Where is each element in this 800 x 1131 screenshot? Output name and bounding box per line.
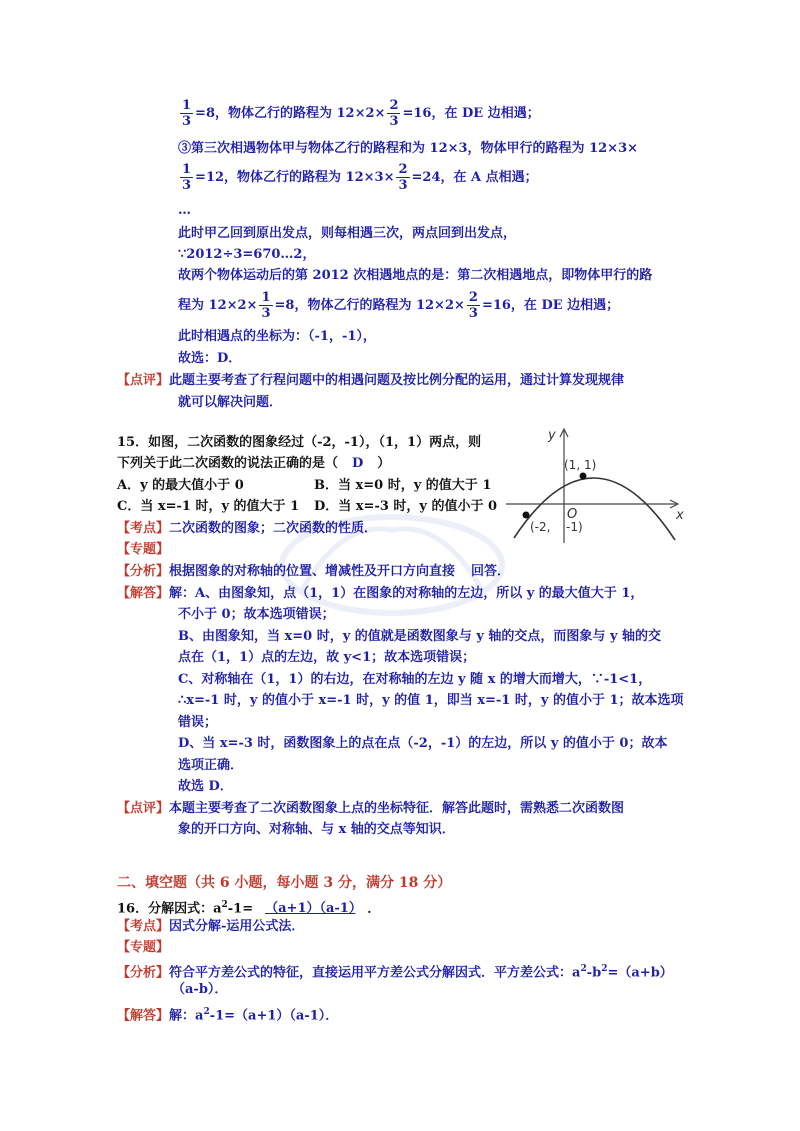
- q15-fenxi: 【分析】根据图象的对称轴的位置、增减性及开口方向直接 回答．: [117, 564, 511, 579]
- prev-review-2: 就可以解决问题．: [178, 395, 283, 410]
- parabola-graph: [500, 425, 690, 547]
- prev-line-9: 此时相遇点的坐标为：（-1，-1），: [178, 329, 376, 344]
- q15-d2: 选项正确．: [178, 758, 244, 773]
- fraction-two-thirds: $\frac{2}{3}$: [468, 290, 478, 321]
- review-tag: 【点评】: [117, 373, 170, 388]
- q15-c1: C、对称轴在（1，1）的右边，在对称轴的左边 y 随 x 的增大而增大，∵-1<1，: [178, 672, 652, 687]
- jieda-tag: 【解答】: [117, 586, 170, 601]
- q15-review: 【点评】本题主要考查了二次函数图象上点的坐标特征．解答此题时，需熟悉二次函数图: [117, 801, 625, 816]
- origin-label: O: [567, 507, 578, 522]
- q16-stem: 16．分解因式：$a^2-1= (a+1)(a-1)$ ．: [117, 900, 381, 917]
- q15-b2: 点在（1，1）点的左边，故 y<1；故本选项错误；: [178, 650, 476, 665]
- review-tag: 【点评】: [117, 801, 170, 816]
- zhuanti-tag: 【专题】: [117, 542, 170, 557]
- q16-zhuanti: [117, 939, 169, 957]
- q15-a2: 不小于 0；故本选项错误；: [178, 607, 335, 622]
- q15-d1: D、当 x=-3 时，函数图象上的点在点（-2，-1）的左边，所以 y 的值小于 0；故本: [178, 736, 668, 751]
- fenxi-tag: 【分析】: [117, 965, 170, 981]
- point-neg2-label-b: -1): [566, 520, 583, 534]
- point-1-1: [580, 473, 587, 480]
- section-title: 二、填空题（共 6 小题，每小题 3 分，满分 18 分）: [117, 875, 452, 891]
- q15-option-d: D．当 x=-3 时，y 的值小于 0: [314, 499, 498, 514]
- fraction-one-third: $\frac{1}{3}$: [182, 162, 192, 193]
- prev-line-10: 故选：D．: [178, 351, 242, 366]
- q15-answer: D: [352, 456, 364, 471]
- fraction-two-thirds: $\frac{2}{3}$: [389, 98, 399, 129]
- q15-jieda: 【解答】解：A、由图象知，点（1，1）在图象的对称轴的左边，所以 y 的最大值大于 1，: [117, 586, 644, 601]
- q15-zhuanti: [117, 541, 169, 559]
- fenxi-tag: 【分析】: [117, 564, 170, 579]
- q16-fenxi: 【分析】符合平方差公式的特征，直接运用平方差公式分解因式．平方差公式：$a^2-b^2=(a+b)$: [117, 964, 673, 981]
- q15-option-b: B．当 x=0 时，y 的值大于 1: [314, 478, 492, 493]
- q16-jieda: 【解答】解：$a^2-1=(a+1)(a-1)$．: [117, 1007, 339, 1024]
- q16-fenxi-2: （a-b）．: [172, 982, 228, 997]
- prev-line-ellipsis: …: [178, 203, 191, 218]
- jieda-tag: 【解答】: [117, 1008, 170, 1024]
- y-axis-label: y: [548, 428, 556, 443]
- prev-line-2: ③第三次相遇物体甲与物体乙行的路程和为 12×3，物体甲行的路程为 12×3×: [178, 141, 639, 156]
- kaodian-tag: 【考点】: [117, 919, 170, 934]
- q15-stem-2: 下列关于此二次函数的说法正确的是（ D ）: [117, 456, 391, 471]
- q15-c2: ∴x=-1 时，y 的值小于 x=-1 时，y 的值 1，即当 x=-1 时，y 的值小于 1；故本选项: [178, 693, 684, 708]
- q15-option-c: C．当 x=-1 时，y 的值大于 1: [117, 499, 300, 514]
- prev-line-3: $\frac{1}{3}$ =12，物体乙行的路程为 12×3× $\frac{2}{3}$ =24，在 A 点相遇；: [182, 162, 538, 193]
- point-neg2-label-a: (-2,: [530, 520, 551, 534]
- prev-line-5: 此时甲乙回到原出发点，则每相遇三次，两点回到出发点，: [178, 226, 517, 241]
- q15-review-2: 象的开口方向、对称轴、与 x 轴的交点等知识．: [178, 822, 455, 837]
- q15-option-a: A．y 的最大值小于 0: [117, 478, 244, 493]
- fraction-one-third: $\frac{1}{3}$: [182, 98, 192, 129]
- q15-b1: B、由图象知，当 x=0 时，y 的值就是函数图象与 y 轴的交点，而图象与 y 轴的交: [178, 629, 662, 644]
- q16-answer: （a+1）（a-1）: [265, 901, 356, 917]
- fraction-two-thirds: $\frac{2}{3}$: [398, 162, 408, 193]
- point-neg2-neg1: [523, 512, 530, 519]
- q15-d3: 故选 D．: [178, 779, 233, 794]
- kaodian-tag: 【考点】: [117, 521, 170, 536]
- prev-review: 【点评】此题主要考查了行程问题中的相遇问题及按比例分配的运用，通过计算发现规律: [117, 373, 625, 388]
- fraction-one-third: $\frac{1}{3}$: [261, 290, 271, 321]
- zhuanti-tag: 【专题】: [117, 940, 170, 955]
- prev-line-8: 程为 12×2× $\frac{1}{3}$ =8，物体乙行的路程为 12×2× $\frac{2}{3}$ =16，在 DE 边相遇；: [178, 290, 620, 321]
- prev-line-7: 故两个物体运动后的第 2012 次相遇地点的是：第二次相遇地点，即物体甲行的路: [178, 268, 653, 283]
- q16-kaodian: 【考点】因式分解-运用公式法．: [117, 919, 305, 934]
- prev-line-1: $\frac{1}{3}$ =8，物体乙行的路程为 12×2× $\frac{2}{3}$ =16，在 DE 边相遇；: [182, 98, 540, 129]
- q15-c3: 错误；: [178, 715, 218, 730]
- x-axis-label: x: [676, 508, 684, 523]
- q15-stem-1: 15．如图，二次函数的图象经过（-2，-1），（1，1）两点，则: [117, 435, 482, 450]
- prev-line-6: ∵2012÷3=670…2，: [178, 247, 316, 262]
- point-1-1-label: (1, 1): [564, 458, 597, 472]
- q15-kaodian: 【考点】二次函数的图象；二次函数的性质．: [117, 521, 378, 536]
